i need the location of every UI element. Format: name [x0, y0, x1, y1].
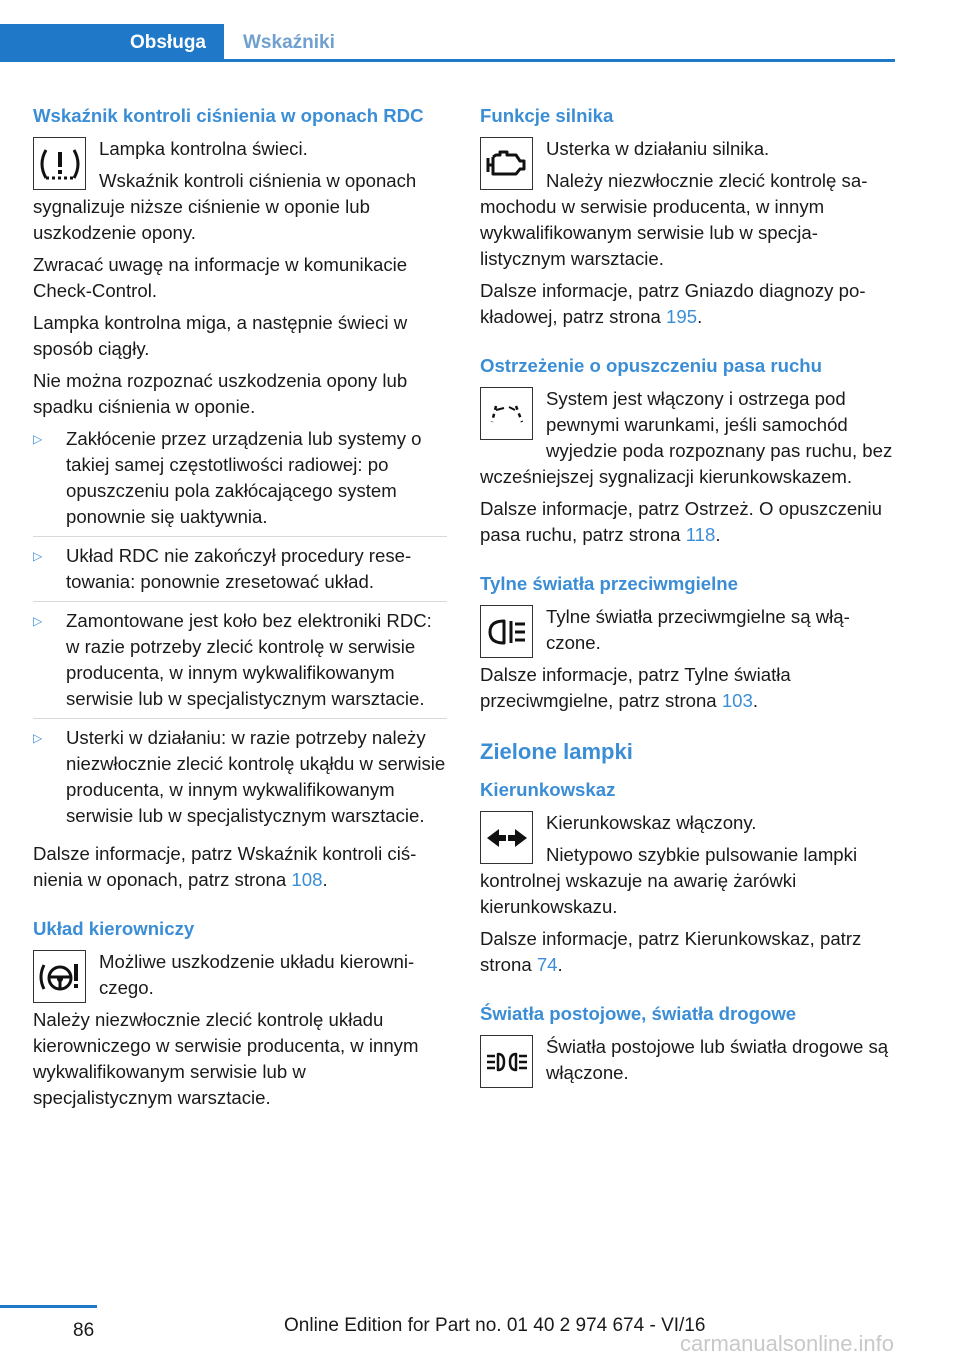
steering-text-2: Należy niezwłocznie zlecić kontrolę układu kierowniczego w serwisie producenta, w innym wykwalifikowanym serwisie lub w specjalistycznym warsztacie.: [33, 1009, 419, 1108]
fog-page-link[interactable]: 103: [721, 690, 753, 711]
engine-text-2: Należy niezwłocznie zlecić kontrolę samochodu w serwisie producenta, w innym wykwalifikowanym serwisie lub w specjalistycznym warsztacie.: [480, 170, 868, 269]
header-rule: [0, 59, 895, 62]
bullet-text: Zamontowane jest koło bez elektroniki RDC: w razie potrzeby zlecić kontrolę w serwisie producenta, w innym wykwalifikowanym serwisie lub w specjalistycznym warsztacie.: [66, 610, 432, 709]
lane-departure-icon: [480, 387, 533, 440]
lane-text-1: System jest włączony i ostrzega pod pewnymi warunkami, jeśli samochód wyjedzie poda rozpoznany pas ruchu, bez wcześniejszej sygnalizacji kierunkowskazem.: [480, 388, 893, 487]
section-title-engine: Funkcje silnika: [480, 105, 614, 126]
fog-more-info: [480, 662, 894, 714]
section-engine: [480, 103, 894, 330]
rdc-more-end: .: [322, 869, 328, 890]
section-steering: [33, 916, 447, 1111]
section-fog: [480, 571, 894, 714]
rdc-text-1: Lampka kontrolna świeci.: [99, 138, 308, 159]
fog-more-end: .: [752, 690, 759, 711]
section-title-parking: Światła postojowe, światła drogowe: [480, 1003, 797, 1024]
rdc-more-info: [33, 841, 447, 893]
engine-more-end: .: [697, 306, 703, 327]
rdc-page-link[interactable]: 108: [291, 869, 323, 890]
turn-signal-icon: [480, 811, 533, 864]
edition-note: Online Edition for Part no. 01 40 2 974 674 - VI/16: [284, 1315, 706, 1336]
tab-wskazniki[interactable]: Wskaźniki: [243, 32, 335, 53]
steering-text-1: Możliwe uszkodzenie układu kierowniczego.: [99, 951, 415, 998]
triangle-bullet-icon: ▷: [33, 731, 43, 745]
rdc-text-4: Lampka kontrolna miga, a następnie świeci w sposób ciągły.: [33, 312, 408, 359]
section-parking: [480, 1001, 894, 1086]
tab-obsluga[interactable]: Obsługa: [0, 24, 224, 62]
section-title-fog: Tylne światła przeciwmgielne: [480, 573, 738, 594]
rear-fog-light-icon: [480, 605, 533, 658]
rdc-text-3: Zwracać uwagę na informacje w komunikacie Check-Control.: [33, 254, 408, 301]
turn-more-end: .: [557, 954, 563, 975]
lane-more-text: Dalsze informacje, patrz Ostrzeż. O opuszczeniu pasa ruchu, patrz strona: [480, 498, 882, 545]
page-number: 86: [73, 1320, 95, 1341]
rdc-bullet-list: [33, 426, 447, 835]
footer-rule: [0, 1305, 97, 1308]
check-engine-icon: [480, 137, 533, 190]
section-title-lane: Ostrzeżenie o opuszczeniu pasa ruchu: [480, 355, 822, 376]
engine-more-info: [480, 278, 894, 330]
bullet-text: Zakłócenie przez urządzenia lub systemy o takiej samej częstotliwości radiowej: po opuszczeniu pola zakłócającego system ponownie się uaktywnia.: [66, 428, 422, 527]
list-item: [33, 426, 447, 537]
section-title-turn: Kierunkowskaz: [480, 779, 616, 800]
bullet-text: Układ RDC nie zakończył procedury resetowania: ponownie zresetować układ.: [66, 545, 412, 592]
section-rdc: [33, 103, 447, 893]
list-item: [33, 725, 447, 835]
parking-text-1: Światła postojowe lub światła drogowe są włączone.: [546, 1036, 889, 1083]
rdc-more-text: Dalsze informacje, patrz Wskaźnik kontroli ciśnienia w oponach, patrz strona: [33, 843, 417, 890]
tire-pressure-warning-icon: [33, 137, 86, 190]
turn-page-link[interactable]: 74: [536, 954, 558, 975]
lane-page-link[interactable]: 118: [685, 524, 716, 545]
turn-text-2: Nietypowo szybkie pulsowanie lampki kontrolnej wskazuje na awarię żarówki kierunkowskazu.: [480, 844, 858, 917]
rdc-text-2: Wskaźnik kontroli ciśnienia w oponach sygnalizuje niższe ciśnienie w oponie lub uszkodzenie opony.: [33, 170, 417, 243]
fog-more-text: Dalsze informacje, patrz Tylne światła przeciwmgielne, patrz strona: [480, 664, 791, 711]
triangle-bullet-icon: ▷: [33, 432, 43, 446]
turn-more-text: Dalsze informacje, patrz Kierunkowskaz, patrz strona: [480, 928, 862, 975]
turn-more-info: [480, 926, 894, 978]
engine-text-1: Usterka w działaniu silnika.: [546, 138, 770, 159]
list-item: [33, 543, 447, 602]
rdc-text-5: Nie można rozpoznać uszkodzenia opony lub spadku ciśnienia w oponie.: [33, 370, 408, 417]
section-turn: [480, 777, 894, 978]
steering-fault-icon: [33, 950, 86, 1003]
engine-more-text: Dalsze informacje, patrz Gniazdo diagnozy pokładowej, patrz strona: [480, 280, 866, 327]
triangle-bullet-icon: ▷: [33, 549, 43, 563]
section-lane: [480, 353, 894, 548]
fog-text-1: Tylne światła przeciwmgielne są włączone.: [546, 606, 850, 653]
engine-page-link[interactable]: 195: [666, 306, 698, 327]
bullet-text: Usterki w działaniu: w razie potrzeby należy niezwłocznie zlecić kontrolę ukąłdu w serwisie producenta, w innym wykwalifikowanym serwisie lub w specjalistycznym warsztacie.: [66, 727, 446, 826]
section-title-steering: Układ kierowniczy: [33, 918, 195, 939]
parking-lights-icon: [480, 1035, 533, 1088]
section-title-rdc: Wskaźnik kontroli ciśnienia w oponach RDC: [33, 105, 424, 126]
watermark: carmanualsonline.info: [680, 1331, 895, 1356]
list-item: [33, 608, 447, 719]
green-lamps-heading: Zielone lampki: [480, 739, 633, 764]
right-column: [480, 103, 894, 1092]
lane-more-end: .: [715, 524, 721, 545]
left-column: [33, 103, 447, 1117]
header-bar: [0, 24, 895, 62]
lane-more-info: [480, 496, 894, 548]
triangle-bullet-icon: ▷: [33, 614, 43, 628]
turn-text-1: Kierunkowskaz włączony.: [546, 812, 757, 833]
